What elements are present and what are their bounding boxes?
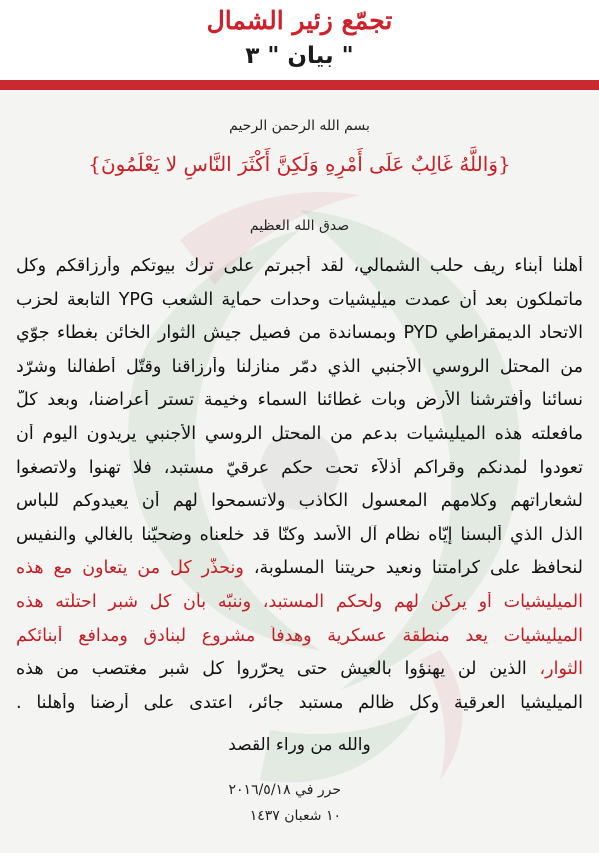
statement-line: من المحتل الروسي الأجنبي الذي دمّر منازلنا وأرزاقنا وقتّل أطفالنا وشرّد (16, 356, 583, 377)
statement-line: تعودوا لمدنكم وقراكم أذلاّء تحت حكم عرقيّ مستبد، فلا تهنوا ولاتصغوا (16, 457, 583, 478)
statement-number: بيان " ٣ " (245, 43, 354, 69)
closing-phrase: والله من وراء القصد (228, 735, 371, 755)
statement-line: الميليشيات يعد منطقة عسكرية وهدفاً مشروع لبنادق ومدافع أبنائكم (16, 625, 583, 646)
statement-line: نسائنا وأفترشنا الأرض وبات غطائنا السماء وخيمة تستر أعراضنا، وبعد كلّ (16, 390, 583, 411)
quran-verse: {وَاللَّهُ غَالِبٌ عَلَى أَمْرِهِ وَلَكِنَّ أَكْثَرَ النَّاسِ لا يَعْلَمُونَ} (88, 152, 511, 176)
date-gregorian: ٢٠١٦/٥/١٨ (228, 782, 291, 798)
statement-line: ماتملكون بعد أن عمدت ميليشيات وحدات حماية الشعب YPG التابعة لحزب (16, 289, 583, 310)
date-hijri: ١٠ شعبان ١٤٣٧ (249, 808, 341, 824)
statement-line: الميليشيا العرقية وكل ظالم مستبد جائر، اعتدى على أرضنا وأهلنا . (16, 692, 583, 713)
organization-title: تجمّع زئير الشمال (206, 6, 393, 35)
statement-line: الذل الذي ألبسنا إيّاه نظام آل الأسد وكنّا قد خلعناه وضحيّنا بالغالي والنفيس (16, 524, 583, 545)
statement-line: لنحافظ على كرامتنا ونعيد حريتنا المسلوبة، ونحذّر كل من يتعاون مع هذه (16, 558, 583, 579)
written-at-label: حرر في (295, 782, 341, 798)
basmala: بسم الله الرحمن الرحيم (229, 118, 370, 134)
statement-line: لشعاراتهم وكلامهم المعسول الكاذب ولاتسمحوا لهم أن يعيدوكم للباس (16, 491, 583, 512)
statement-line: مافعلته هذه الميليشيات بدعم من المحتل الروسي الأجنبي يريدون اليوم أن (16, 424, 583, 444)
statement-line: الاتحاد الديمقراطي PYD وبمساندة من فصيل جيش الثوار الخائن بغطاء جوّي (16, 323, 583, 344)
sadaq-phrase: صدق الله العظيم (249, 218, 350, 234)
statement-line: أهلنا أبناء ريف حلب الشمالي، لقد أجبرتم على ترك بيوتكم وأرزاقكم وكل (16, 256, 583, 276)
header (0, 0, 599, 80)
statement-line: الميليشيات أو يركن لهم ولحكم المستبد، وننبّه بأن كل شبر احتلّته هذه (16, 592, 583, 612)
statement-line: الثوار، الذين لن يهنؤوا بالعيش حتى يحرّروا كل شبر مغتصب من هذه (16, 659, 583, 680)
written-at-line (229, 782, 341, 798)
header-divider-bar (0, 80, 599, 90)
